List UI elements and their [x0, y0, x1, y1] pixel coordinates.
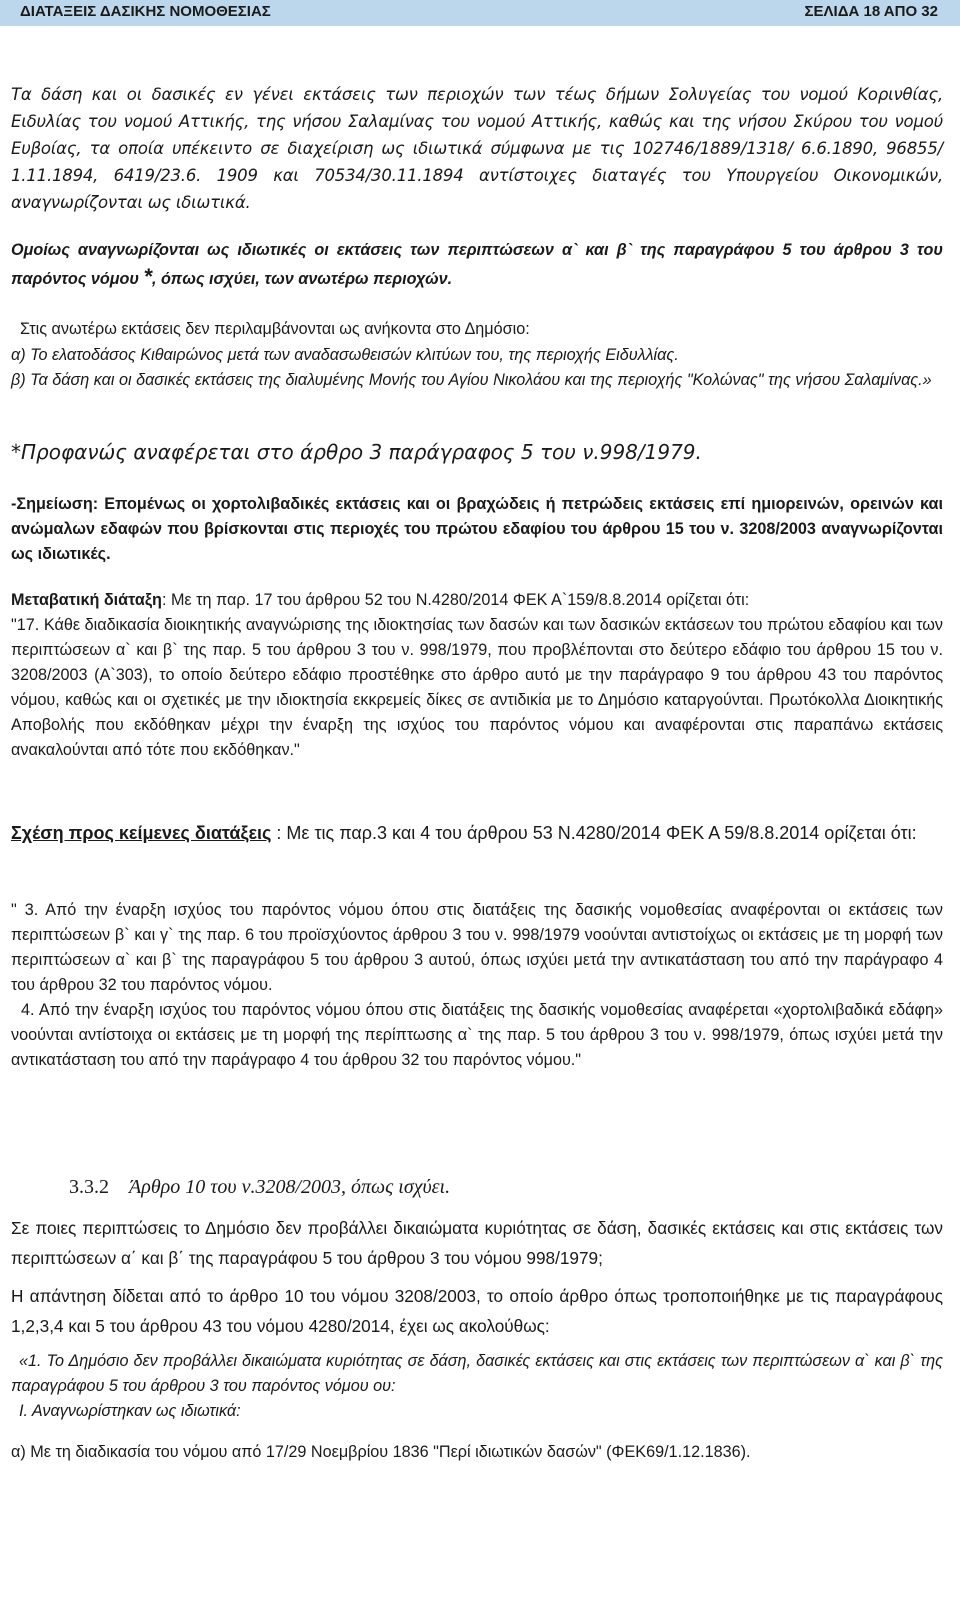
paragraph-forest-areas: Τα δάση και οι δασικές εν γένει εκτάσεις των περιοχών των τέως δήμων Σολυγείας του νομού Κορινθίας, Ειδυλίας του νομού Αττικής, της νήσου Σαλαμίνας του νομού Αττικής, καθώς και της νήσου Σκύρου του νομού Ευβοίας, τα οποία υπέκειντο σε διαχείριση ως ιδιωτικά σύμφωνα με τις 102746/1889/1318/ 6.6.1890, 96855/ 1.11.1894, 6419/23.6. 1909 και 70534/30.11.1894 αντίστοιχες διαταγές του Υπουργείου Οικονομικών, αναγνωρίζονται ως ιδιωτικά.	[11, 85, 943, 212]
paragraph-similarly-recognized	[11, 236, 943, 294]
relation-label: Σχέση προς κείμενες διατάξεις	[11, 823, 272, 843]
quoted-item-4: 4. Από την έναρξη ισχύος του παρόντος νόμου όπου στις διατάξεις της δασικής νομοθεσίας αναφέρεται «χορτολιβαδικά εδάφη» νοούνται αντίστοιχα οι εκτάσεις με τη μορφή της περίπτωσης α` της παρ. 5 του άρθρου 3 του ν. 998/1979, όπως ισχύει μετά την αντικατάσταση του από την παράγραφο 4 του άρθρου 32 του παρόντος νόμου."	[11, 1001, 943, 1069]
p2-text: Ομοίως αναγνωρίζονται ως ιδιωτικές οι εκτάσεις των περιπτώσεων α` και β` της παραγράφου 5 του άρθρου 3 του παρόντος νόμου	[11, 241, 943, 288]
relation-text: : Με τις παρ.3 και 4 του άρθρου 53 Ν.4280/2014 ΦΕΚ Α 59/8.8.2014 ορίζεται ότι:	[271, 823, 917, 843]
item-a-paragraph: α) Με τη διαδικασία του νόμου από 17/29 Νοεμβρίου 1836 "Περί ιδιωτικών δασών" (ΦΕΚ69/1.12.1836).	[11, 1443, 751, 1461]
page-header	[0, 0, 960, 26]
section-title: Άρθρο 10 του ν.3208/2003, όπως ισχύει.	[129, 1176, 451, 1198]
answer-paragraph: Η απάντηση δίδεται από το άρθρο 10 του νόμου 3208/2003, το οποίο άρθρο όπως τροποποιήθηκε με τις παραγράφους 1,2,3,4 και 5 του άρθρου 43 του νόμου 4280/2014, έχει ως ακολούθως:	[11, 1286, 943, 1336]
footnote-star: *	[143, 264, 153, 289]
exclusion-b: β) Τα δάση και οι δασικές εκτάσεις της διαλυμένης Μονής του Αγίου Νικολάου και της περιοχής "Κολώνας" της νήσου Σαλαμίνας.»	[11, 371, 932, 389]
transitional-lead: : Με τη παρ. 17 του άρθρου 52 του Ν.4280/2014 ΦΕΚ Α`159/8.8.2014 ορίζεται ότι:	[161, 591, 750, 609]
relation-provisions	[11, 819, 943, 847]
header-page-number: ΣΕΛΙΔΑ 18 ΑΠΟ 32	[804, 3, 938, 20]
transitional-label: Μεταβατική διάταξη	[11, 591, 162, 609]
p2-tail: , όπως ισχύει, των ανωτέρω περιοχών.	[152, 270, 453, 288]
paragraph-exclusions	[11, 317, 943, 394]
transitional-provision	[11, 588, 943, 763]
note-paragraph: -Σημείωση: Επομένως οι χορτολιβαδικές εκτάσεις και οι βραχώδεις ή πετρώδεις εκτάσεις επί ημιορεινών, ορεινών και ανώμαλων εδαφών που βρίσκονται στις περιοχές του πρώτου εδαφίου του άρθρου 15 του ν. 3208/2003 αναγνωρίζονται ως ιδιωτικές.	[11, 495, 943, 563]
article-quote	[11, 1349, 943, 1424]
quoted-paragraphs	[11, 898, 943, 1073]
question-paragraph: Σε ποιες περιπτώσεις το Δημόσιο δεν προβάλλει δικαιώματα κυριότητας σε δάση, δασικές εκτάσεις και στις εκτάσεις των περιπτώσεων α΄ και β΄ της παραγράφου 5 του άρθρου 3 του νόμου 998/1979;	[11, 1218, 943, 1268]
quote-lead: «1. Το Δημόσιο δεν προβάλλει δικαιώματα κυριότητας σε δάση, δασικές εκτάσεις και στις εκτάσεις των περιπτώσεων α` και β` της παραγράφου 5 του άρθρου 3 του παρόντος νόμου ου:	[11, 1352, 943, 1395]
exclusions-intro-text: Στις ανωτέρω εκτάσεις δεν περιλαμβάνονται ως ανήκοντα στο Δημόσιο:	[20, 320, 530, 338]
quote-roman: Ι. Αναγνωρίστηκαν ως ιδιωτικά:	[19, 1402, 241, 1420]
footnote-reference: *Προφανώς αναφέρεται στο άρθρο 3 παράγραφος 5 του ν.998/1979.	[11, 440, 702, 464]
section-number: 3.3.2	[69, 1176, 109, 1198]
section-heading	[69, 1173, 669, 1201]
exclusions-intro	[11, 317, 943, 343]
transitional-body: "17. Κάθε διαδικασία διοικητικής αναγνώρισης της ιδιοκτησίας των δασών και των δασικών εκτάσεων του πρώτου εδαφίου και των περιπτώσεων α` και β` της παρ. 5 του άρθρου 3 του ν. 998/1979, που προβλέπονται στο δεύτερο εδάφιο του άρθρου 15 του ν. 3208/2003 (Α`303), το οποίο δεύτερο εδάφιο προστέθηκε στο άρθρο αυτό με την παράγραφο 9 του άρθρου 43 του παρόντος νόμου, καθώς και οι σχετικές με την ιδιοκτησία εκκρεμείς δίκες σε αντιδικία με το Δημόσιο καταργούνται. Πρωτόκολλα Διοικητικής Αποβολής που εκδόθηκαν μέχρι την έναρξη της ισχύος του παρόντος νόμου και αναφέρονται στις παραπάνω εκτάσεις ανακαλούνται από τότε που εκδόθηκαν."	[11, 616, 943, 759]
exclusion-a: α) Το ελατοδάσος Κιθαιρώνος μετά των αναδασωθεισών κλιτύων του, της περιοχής Ειδυλλίας.	[11, 345, 679, 364]
header-title: ΔΙΑΤΑΞΕΙΣ ΔΑΣΙΚΗΣ ΝΟΜΟΘΕΣΙΑΣ	[20, 3, 271, 20]
quoted-item-3: " 3. Από την έναρξη ισχύος του παρόντος νόμου όπου στις διατάξεις της δασικής νομοθεσίας αναφέρονται οι εκτάσεις των περιπτώσεων β` και γ` της παρ. 6 του προϊσχύοντος άρθρου 3 του ν. 998/1979 νοούνται αντιστοίχως οι εκτάσεις με τη μορφή των περιπτώσεων α` και β` της παραγράφου 5 του άρθρου 3 αυτού, όπως ισχύει μετά την αντικατάσταση του από την παράγραφο 4 του άρθρου 32 του παρόντος νόμου.	[11, 901, 943, 994]
